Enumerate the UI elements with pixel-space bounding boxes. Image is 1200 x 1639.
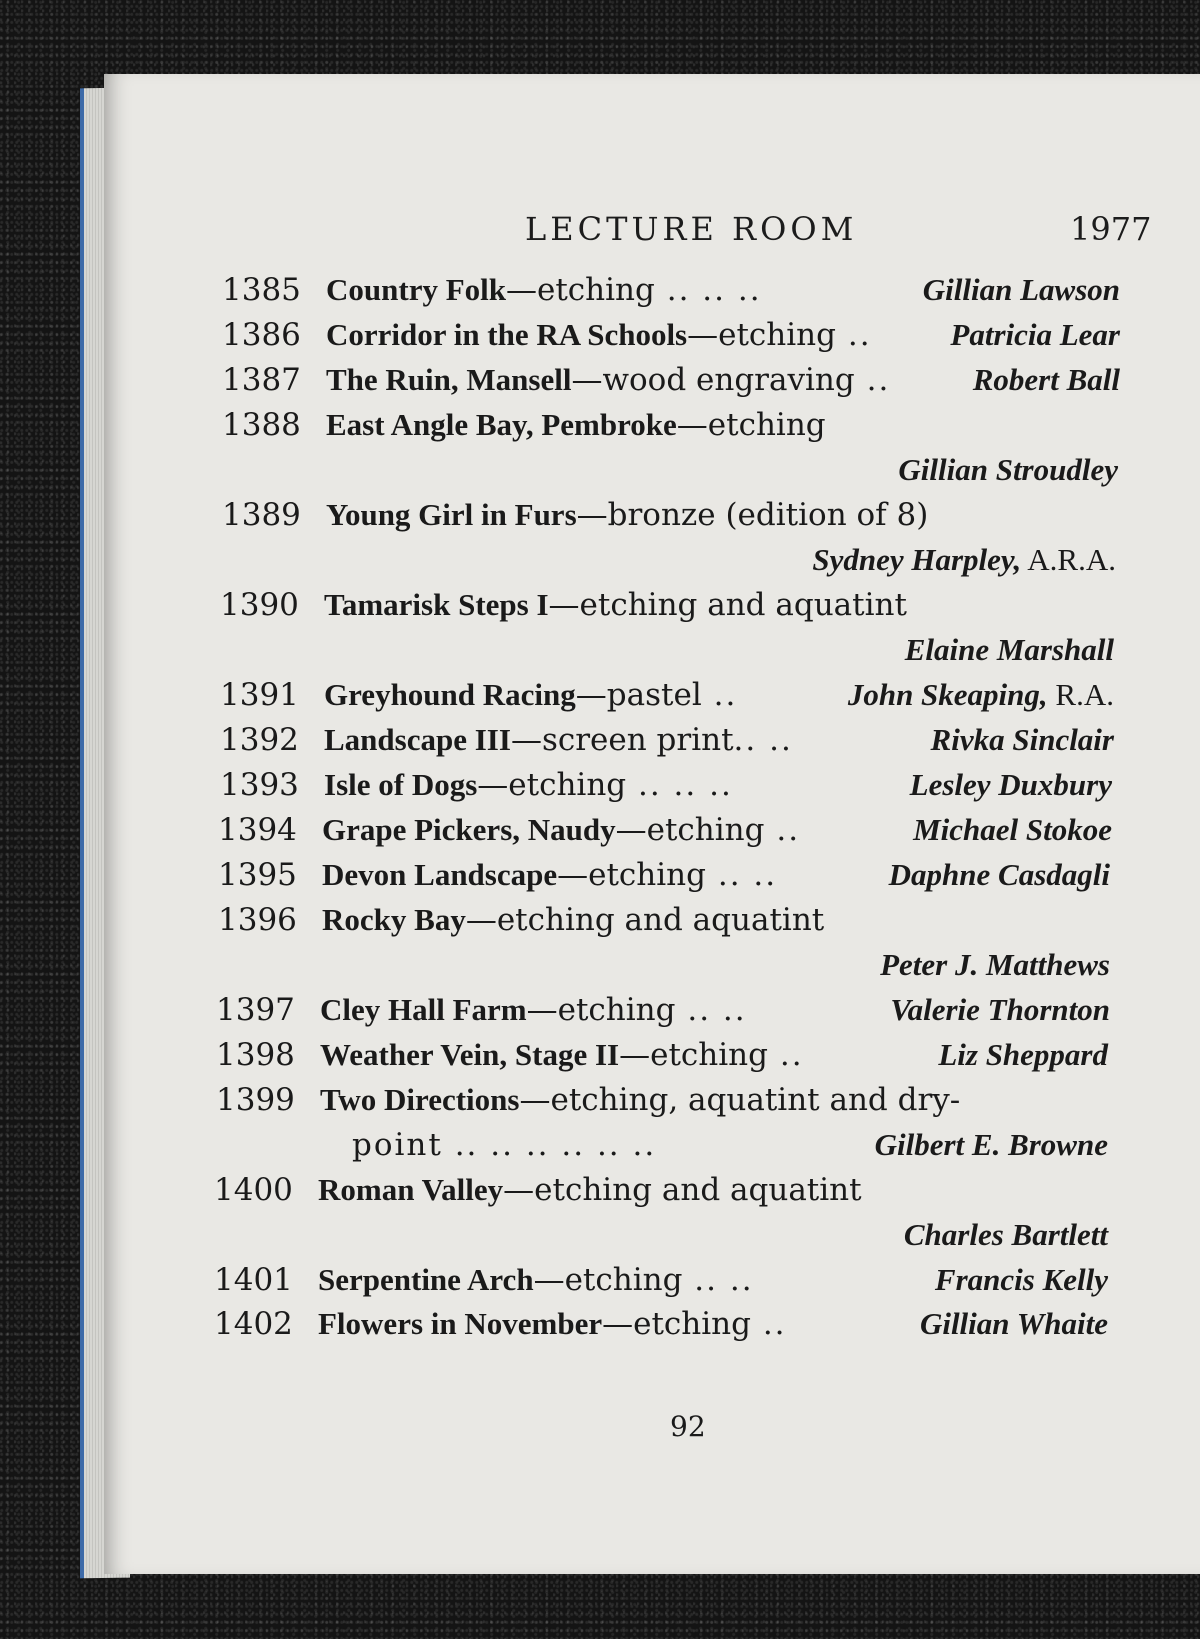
leader-dots: .. .. [682,1262,754,1298]
entry-title: Country Folk [326,272,506,307]
leader-dots: .. [750,1306,787,1342]
entry-number: 1389 [222,497,301,533]
entry-title: Young Girl in Furs [326,497,577,532]
continuation-text: point .. .. .. .. .. .. [352,1127,657,1163]
entry-medium: etching [537,272,655,308]
entry-number: 1397 [216,992,295,1028]
entry-title: Rocky Bay [322,902,466,937]
entry-title: Roman Valley [318,1172,504,1207]
entry-medium: etching [707,407,826,443]
entry-number: 1386 [222,317,301,353]
entry-number: 1385 [222,272,301,308]
entry-title: Weather Vein, Stage II [320,1037,620,1072]
entry-artist [910,767,1112,803]
entry-continuation [352,1127,656,1167]
artist-name: Patricia Lear [950,317,1120,352]
entry-number: 1396 [218,902,297,938]
entry-medium: screen print [541,722,734,758]
artist-name: Valerie Thornton [890,992,1110,1027]
entry-title: Grape Pickers, Naudy [322,812,616,847]
entry-title: Two Directions [320,1082,520,1117]
artist-honour: R.A. [1047,677,1114,712]
entry-medium: etching [646,812,765,848]
entry-artist [848,677,1114,713]
artist-name: Gillian Lawson [922,272,1120,307]
entry-number: 1388 [222,407,301,443]
artist-name: Gillian Whaite [919,1306,1108,1341]
entry-artist [920,1306,1108,1342]
artist-name: Rivka Sinclair [930,722,1114,757]
artist-name: Lesley Duxbury [909,767,1112,802]
leader-dots: .. .. .. [626,767,733,803]
entry-title: East Angle Bay, Pembroke [326,407,677,442]
entry-artist [880,947,1110,983]
entry-number: 1402 [214,1306,293,1342]
entry-number: 1400 [214,1172,293,1208]
artist-honour: A.R.A. [1021,542,1116,577]
entry-artist [898,452,1118,488]
leader-dots: .. [854,362,891,398]
leader-dots: .. .. [733,722,793,758]
entry-artist [935,1262,1108,1298]
entry-number: 1398 [216,1037,295,1073]
entry-medium: bronze (edition of 8) [607,497,929,533]
entry-medium: etching [588,857,706,893]
entry-title: Flowers in November [318,1306,603,1341]
entry-artist [812,542,1116,578]
entry-medium: etching [557,992,676,1028]
entry-number: 1390 [220,587,299,623]
artist-name: Gilbert E. Browne [874,1127,1108,1162]
entry-medium: etching [633,1306,751,1342]
leader-dots: .. [767,1037,804,1073]
artist-name: Liz Sheppard [938,1037,1108,1072]
entry-number: 1399 [216,1082,295,1118]
section-title: LECTURE ROOM [525,210,858,248]
entry-medium: etching and aquatint [579,587,907,623]
leader-dots: .. .. [675,992,747,1028]
artist-name: Gillian Stroudley [898,452,1118,487]
artist-name: John Skeaping, [847,677,1048,712]
entry-number: 1392 [220,722,299,758]
leader-dots: .. [701,677,738,713]
page-number: 92 [670,1410,706,1443]
entry-medium: etching and aquatint [534,1172,862,1208]
header-year: 1977 [1070,210,1152,248]
artist-name: Robert Ball [972,362,1120,397]
entry-medium: etching [718,317,836,353]
entry-artist [973,362,1120,398]
entry-number: 1395 [218,857,297,893]
leader-dots: .. .. [705,857,778,893]
entry-artist [875,1127,1108,1163]
entry-artist [938,1037,1108,1073]
artist-name: Charles Bartlett [903,1217,1108,1252]
entry-medium: etching and aquatint [496,902,825,938]
entry-title: Devon Landscape [322,857,558,892]
artist-name: Michael Stokoe [913,812,1112,847]
artist-name: Peter J. Matthews [880,947,1110,982]
leader-dots: .. [764,812,801,848]
entry-title: Tamarisk Steps I [324,587,549,622]
entry-number: 1387 [222,362,301,398]
entry-artist [913,812,1112,848]
entry-medium: etching [650,1037,768,1073]
entry-number: 1393 [220,767,299,803]
entry-number: 1394 [218,812,297,848]
entry-number: 1391 [220,677,299,713]
leader-dots: .. [835,317,872,353]
entry-artist [923,272,1120,308]
entry-artist [931,722,1114,758]
entry-title: The Ruin, Mansell [326,362,572,397]
entry-medium: pastel [606,677,702,713]
entry-medium: etching [508,767,627,803]
entry-medium: etching [564,1262,683,1298]
entry-artist [890,992,1110,1028]
entry-medium: wood engraving [602,362,855,398]
leader-dots: .. .. .. [654,272,762,308]
catalogue-entries: 1385 Country Folk—etching .. .. .. Gillian Lawson 1386 Corridor in the RA Schools—etching .. Patricia Lear 1387 The Ruin, Mansell—wood engraving .. Robert Ball 1388 East Angle Bay, Pembroke—etching Gillian Stroudley 1389 Young Girl in Furs—bronze (edition of 8) Sydney Harpley, A.R.A. 1390 Tamarisk Steps I—etching and aquatint Elaine Marshall 1391 Greyhound Racing—pastel .. John Skeaping, R.A. 1392 Landscape III—screen print.. .. Rivka Sinclair 1393 Isle of Dogs—etching .. .. .. Lesley Duxbury 1394 Grape Pickers, Naudy—etching .. Michael Stokoe 1395 Devon Landscape—etching .. .. Daphne Casdagli 1396 Rocky Bay—etching and aquatint Peter J. Matthews 1397 Cley Hall Farm—etching .. .. Valerie Thornton 1398 Weather Vein, Stage II—etching .. Liz Sheppard 1399 Two Directions—etching, aquatint and dry- point .. .. .. .. .. .. Gilbert E. Browne 1400 Roman Valley—etching and aquatint Charles Bartlett 1401 Serpentine Arch—etching .. .. Francis Kelly 1402 Flowers in November—etching .. Gillian Whaite [214,272,1120,1342]
entry-title: Isle of Dogs [324,767,478,802]
entry-artist [950,317,1120,353]
entry-title: Serpentine Arch [318,1262,534,1297]
entry-artist [904,1217,1108,1253]
artist-name: Francis Kelly [934,1262,1108,1297]
entry-title: Landscape III [324,722,511,757]
artist-name: Elaine Marshall [904,632,1114,667]
entry-artist [889,857,1110,893]
entry-artist [905,632,1114,668]
artist-name: Daphne Casdagli [888,857,1110,892]
entry-title: Greyhound Racing [324,677,576,712]
entry-medium: etching, aquatint and dry- [550,1082,961,1118]
entry-title: Cley Hall Farm [320,992,527,1027]
entry-title: Corridor in the RA Schools [326,317,688,352]
artist-name: Sydney Harpley, [812,542,1022,577]
entry-number: 1401 [214,1262,293,1298]
